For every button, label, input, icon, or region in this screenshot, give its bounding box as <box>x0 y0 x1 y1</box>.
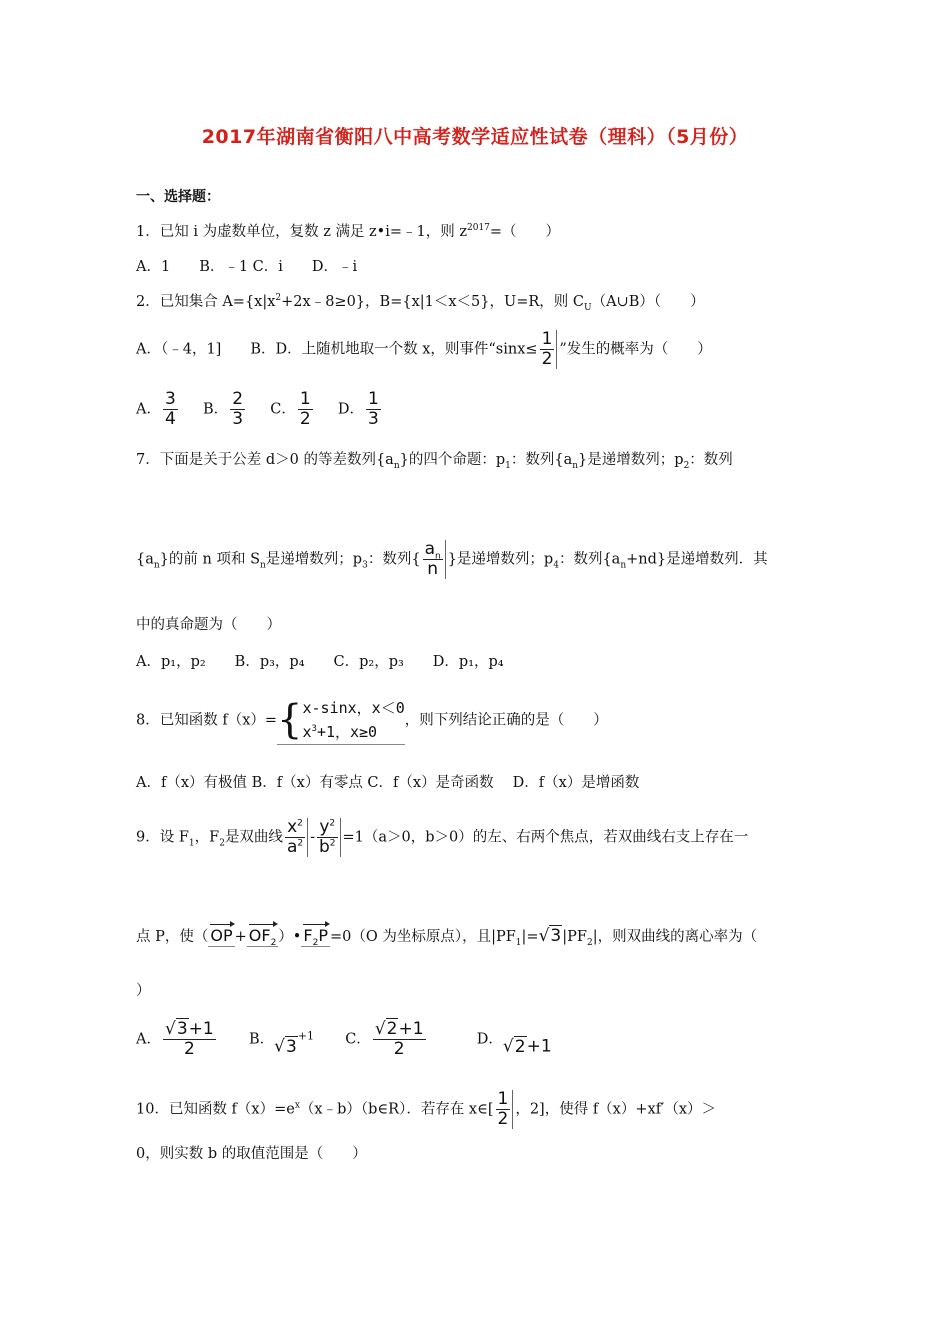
fraction: $\frac{2}{3}$ <box>232 389 244 429</box>
fraction: $\frac{√3+1}{2}$ <box>164 1019 214 1059</box>
question-10-line-2: 0，则实数 b 的取值范围是（ ） <box>136 1146 367 1162</box>
question-7-line-2: $\{a_n\}$的前 n 项和 $S_n$是递增数列；$p_3$：数列{ $\frac{a_n}{n}$ }是递增数列；$p_4$：数列$\{a_n+nd\}$是递增数列．其 <box>136 539 768 579</box>
question-2-options: A．（﹣4，1] B．D．上随机地取一个数 x，则事件“sinx≤ $\frac{1}{2}$ ”发生的概率为（ ） <box>136 329 712 369</box>
question-8: 8．已知函数 f（x）= { x-sinx，x＜0 $x^3+1$，x≥0 ，则下列结论正确的是（ ） <box>136 697 608 743</box>
sqrt-2: √2+1 <box>502 1036 552 1057</box>
fraction: $\frac{1}{2}$ <box>496 1090 514 1129</box>
fraction: $\frac{y^2}{b^2}$ <box>317 818 341 857</box>
question-7: 7．下面是关于公差 d＞0 的等差数列$\{a_n\}$的四个命题：$p_1$：数列$\{a_n\}$是递增数列；$p_2$：数列 <box>136 452 733 471</box>
vector-op: OP <box>210 926 233 945</box>
question-9-options: A． $\frac{√3+1}{2}$ B．$√3^{+1}$ C． $\frac{√2+1}{2}$ D．√2+1 <box>136 1019 552 1059</box>
question-9-line-3: ） <box>136 983 151 999</box>
fraction: $\frac{a_n}{n}$ <box>423 540 446 579</box>
fraction: $\frac{x^2}{a^2}$ <box>285 818 308 857</box>
vector-f2p: $F_2P$ <box>303 926 328 949</box>
question-9-line-2: 点 P，使（ OP + $OF_2$ ）• $F_2P =0(O$ 为坐标原点），且$|PF_1|=√3|PF_2|$，则双曲线的离心率为（ <box>136 926 758 949</box>
vector-of2: $OF_2$ <box>248 926 277 949</box>
question-7-line-3: 中的真命题为（ ） <box>136 617 281 633</box>
fraction: $\frac{1}{2}$ <box>299 389 311 429</box>
sqrt-3: √3 <box>274 1036 297 1057</box>
question-6-options: A． $\frac{3}{4}$ B． $\frac{2}{3}$ C． $\frac{1}{2}$ D． $\frac{1}{3}$ <box>136 389 379 429</box>
fraction: $\frac{1}{2}$ <box>540 330 558 369</box>
question-1: 1．已知 i 为虚数单位，复数 z 满足 z•i=﹣1，则 $z^{2017}=$（ ） <box>136 223 561 240</box>
sqrt-3: √3 <box>538 926 562 946</box>
fraction: $\frac{3}{4}$ <box>164 389 176 429</box>
page-title: 2017年湖南省衡阳八中高考数学适应性试卷（理科）（5月份） <box>201 126 749 148</box>
question-10: 10．已知函数 $f(x)=e^x(x﹣b)(b\in R)$．若存在 x∈[ $\frac{1}{2}$ ，2]，使得 f（x）+xf′（x）＞ <box>136 1089 717 1129</box>
fraction: $\frac{1}{3}$ <box>368 389 379 429</box>
piecewise-function: { x-sinx，x＜0 $x^3+1$，x≥0 <box>277 697 405 743</box>
question-2: 2．已知集合 $A=\{x|x^2+2x﹣8\ge 0\}$，B={x|1＜x＜5}，U=R，则 $C_U(A\cup B)$（ ） <box>136 293 705 313</box>
fraction: $\frac{√2+1}{2}$ <box>374 1019 424 1059</box>
question-1-options: A．1 B．﹣1 C．i D．﹣i <box>136 259 358 275</box>
question-7-options: A．p₁，p₂ B．p₃，p₄ C．p₂，p₃ D．p₁，p₄ <box>136 654 504 670</box>
question-8-options: A．f（x）有极值 B．f（x）有零点 C．f（x）是奇函数 D．f（x）是增函数 <box>136 775 640 791</box>
section-heading: 一、选择题： <box>136 189 220 205</box>
question-9: 9．设 $F_1$，$F_2$是双曲线 $\frac{x^2}{a^2}$ - $\frac{y^2}{b^2}$ =1（a＞0，b＞0）的左、右两个焦点，若双曲线右支上存在一 <box>136 817 749 857</box>
